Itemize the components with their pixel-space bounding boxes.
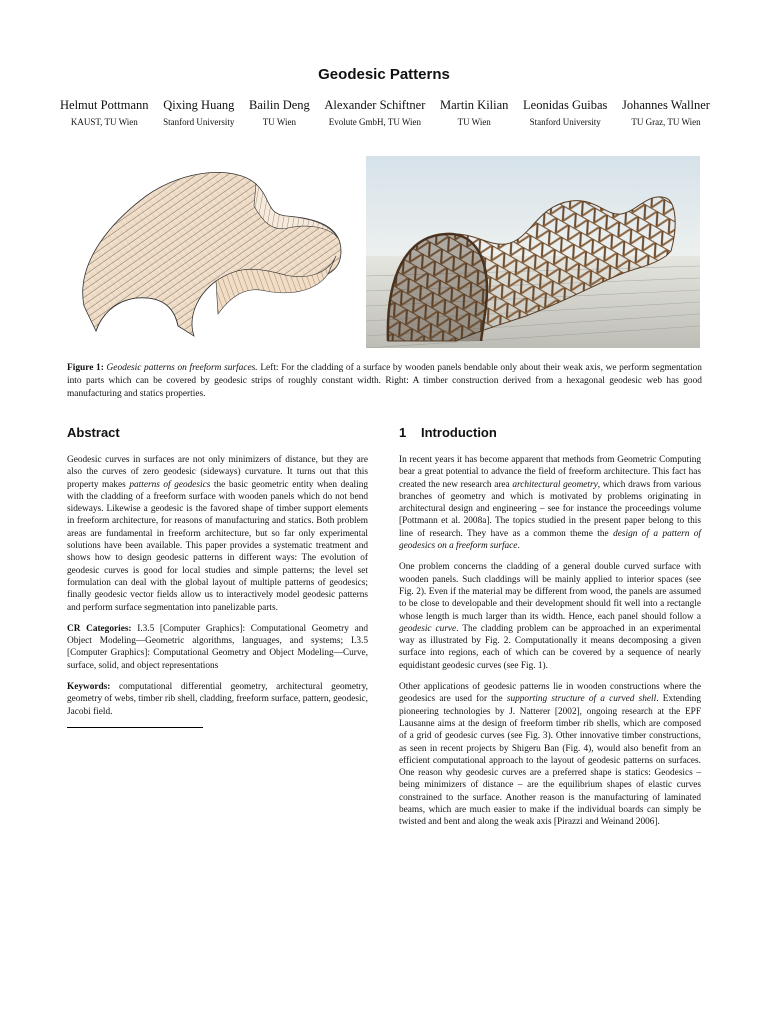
figure-caption — [67, 362, 702, 401]
figure-geodesic-surface-image — [66, 156, 356, 346]
author-name: Bailin Deng — [249, 98, 310, 112]
left-column — [67, 425, 368, 728]
footnote-rule — [67, 727, 203, 728]
author — [163, 98, 234, 128]
author — [324, 98, 425, 128]
author-affiliation: Evolute GmbH, TU Wien — [328, 117, 422, 127]
author-affiliation: Stanford University — [163, 117, 235, 127]
author-affiliation: TU Wien — [457, 117, 491, 127]
paper-title: Geodesic Patterns — [318, 66, 450, 83]
abstract-heading: Abstract — [67, 425, 120, 440]
author — [440, 98, 508, 128]
figure-caption-text: Left: For the cladding of a surface by wooden panels bendable only about their weak axis, we perform segmentation into parts which can be covered by geodesic strips of roughly constant width. Right: A timber construction derived from a hexagonal geodesic web has good manufacturing and statics properties. — [67, 363, 702, 399]
author-name: Helmut Pottmann — [60, 98, 149, 112]
author-name: Alexander Schiftner — [324, 98, 426, 112]
cr-categories: CR Categories: I.3.5 [Computer Graphics]: Computational Geometry and Object Modeling—Geometric algorithms, languages, and systems; I.3.5 [Computer Graphics]: Computational Geometry and Object Modeling—Curve, surface, solid, and object representations — [67, 623, 368, 671]
author-name: Martin Kilian — [440, 98, 509, 112]
introduction-heading: 1 Introduction — [399, 425, 497, 440]
author-affiliation: Stanford University — [529, 117, 601, 127]
abstract-paragraph: Geodesic curves in surfaces are not only minimizers of distance, but they are also the curves of zero geodesic (sideways) curvature. It turns out that this property makes patterns of geodesics the basic geometric entity when dealing with the cladding of a freeform surface with wooden panels which do not bend sideways. Likewise a geodesic is the favored shape of timber support elements in freeform architecture, for reasons of manufacturing and statics. Both problem areas are fundamental in freeform architecture, but so far only experimental solutions have been available. This paper provides a systematic treatment and shows how to design geodesic patterns in different ways: The evolution of geodesic curves is good for local studies and simple patterns; the level set formulation can deal with the global layout of multiple patterns of geodesics; finally geodesic vector fields allow us to interactively model geodesic patterns and perform surface segmentation into panelizable parts. — [67, 455, 368, 613]
author — [523, 98, 607, 128]
author — [622, 98, 710, 128]
intro-paragraph: In recent years it has become apparent that methods from Geometric Computing bear a great potential to advance the field of freeform architecture. This fact has created the new research area architectural geometry, which draws from various branches of geometry and which is motivated by problems originating in architectural design and engineering – see for instance the proceedings volume [Pottmann et al. 2008a]. The topics studied in the present paper belong to this line of research. They have as a common theme the design of a pattern of geodesics on a freeform surface. — [399, 455, 701, 552]
intro-paragraph: Other applications of geodesic patterns lie in wooden constructions where the geodesics are used for the supporting structure of a curved shell. Extending pioneering technologies by J. Natterer [2002], ongoing research at the EPF Lausanne aims at the design of freeform timber rib shells, which are composed of a grid of geodesic curves (see Fig. 3). Other innovative timber constructions, as seen in recent projects by Shigeru Ban (Fig. 4), would also benefit from an efficient computational approach to the layout of geodesic patterns on surfaces. One reason why geodesic curves are a preferred shape is statics: Geodesics – being minimizers of distance – are the equilibrium shapes of elastic curves constrained to the surface. Another reason is the manufacturing of laminated beams, which are much easier to make if the individual boards can simply be twisted and bent and along the weak axis [Pirazzi and Weinand 2006]. — [399, 682, 701, 828]
author-affiliation: TU Graz, TU Wien — [631, 117, 701, 127]
author-name: Qixing Huang — [163, 98, 235, 112]
author — [249, 98, 310, 128]
figure-label: Figure 1: — [67, 363, 104, 373]
figure-timber-shell-image — [366, 156, 700, 348]
author-affiliation: TU Wien — [262, 117, 296, 127]
author-name: Johannes Wallner — [621, 98, 710, 112]
author-name: Leonidas Guibas — [523, 98, 608, 112]
right-column — [399, 425, 701, 838]
author — [60, 98, 149, 128]
author-affiliation: KAUST, TU Wien — [70, 117, 138, 127]
author-list — [60, 98, 710, 128]
intro-paragraph: One problem concerns the cladding of a general double curved surface with wooden panels. Such claddings will be mainly applied to interior spaces (see Fig. 2). Even if the material may be different from wood, the panels are assumed to be close to developable and their development should fit well into a rectangle whose length is much larger than its width. Hence, each panel should follow a geodesic curve. The cladding problem can be approached in an experimental way as illustrated by Fig. 2. Computationally it means decomposing a given surface into regions, each of which can be covered by a sequence of nearly equidistant geodesic curves (see Fig. 1). — [399, 562, 702, 671]
keywords: Keywords: computational differential geometry, architectural geometry, geometry of webs, timber rib shell, cladding, freeform surface, pattern, geodesic, Jacobi field. — [67, 682, 369, 717]
figure-caption-italic: Geodesic patterns on freeform surfaces. — [106, 363, 258, 373]
